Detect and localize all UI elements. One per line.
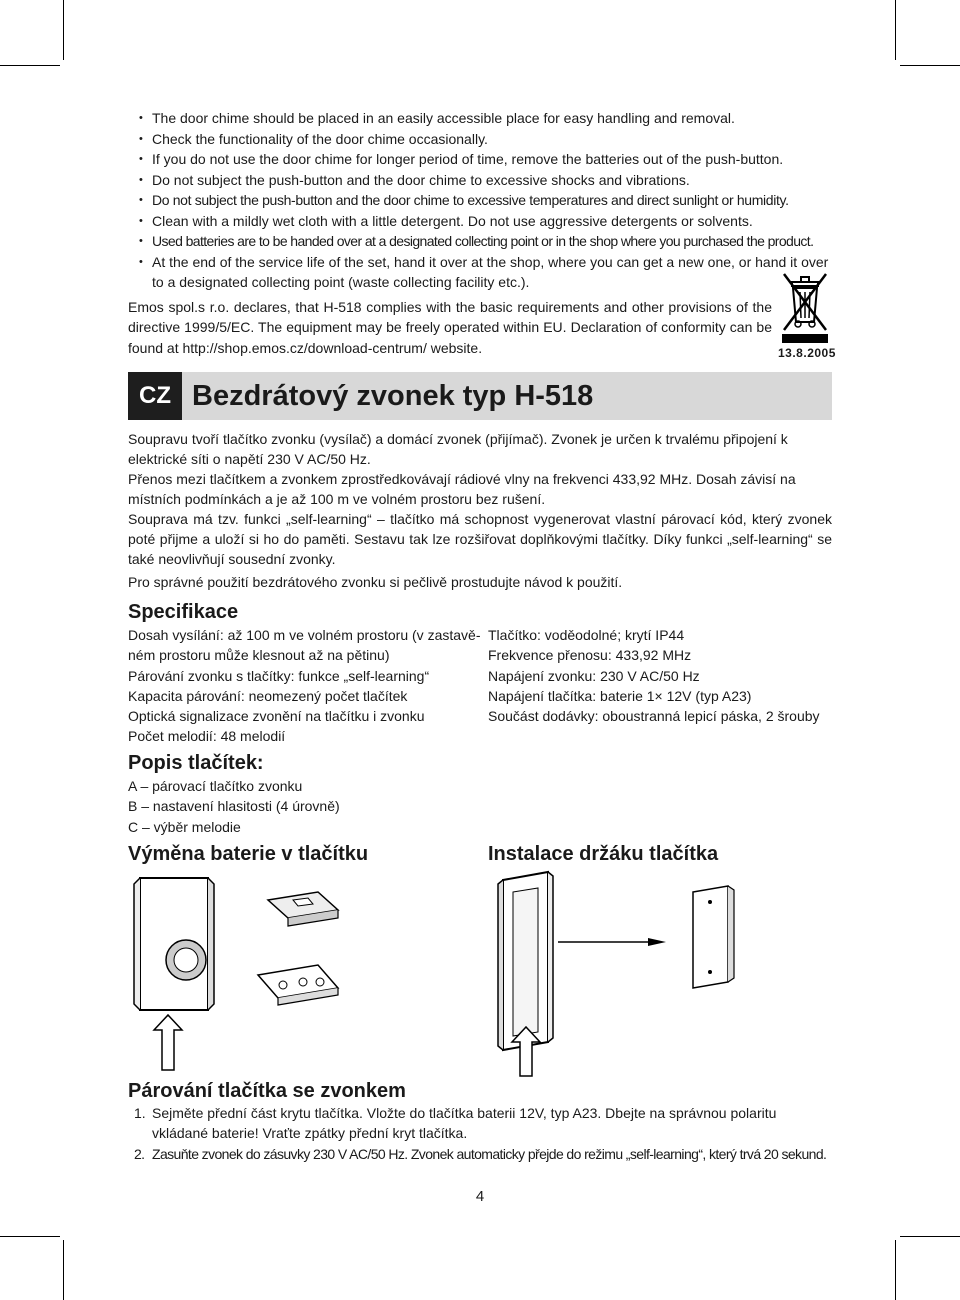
declaration-text: Emos spol.s r.o. declares, that H-518 complies with the basic requirements and other provisions of the directive 1999/5/EC. The equipment may be freely operated within EU. Declaration of conformity can be found at http://shop.emos.cz/download-centrum/ website. — [128, 298, 772, 356]
pairing-steps — [128, 1103, 832, 1164]
spec-line: Tlačítko: voděodolné; krytí IP44 — [488, 627, 685, 643]
section-title: Bezdrátový zvonek typ H-518 — [192, 380, 594, 412]
safety-bullet-list — [128, 108, 832, 293]
spec-line: Kapacita párování: neomezený počet tlačítek — [128, 687, 408, 704]
pairing-step — [128, 1144, 832, 1164]
bullet-item: • The door chime should be placed in an easily accessible place for easy handling and removal. — [128, 108, 832, 129]
crop-mark — [0, 1236, 60, 1237]
crop-mark — [900, 1236, 960, 1237]
cz-intro — [128, 429, 832, 592]
spec-line: Napájení tlačítka: baterie 1× 12V (typ A23) — [488, 687, 752, 704]
cz-section-header — [128, 372, 832, 420]
weee-symbol — [778, 270, 836, 366]
spec-line: Optická signalizace zvonění na tlačítku i zvonku — [128, 708, 425, 725]
battery-replacement-heading: Výměna baterie v tlačítku — [128, 843, 369, 865]
crop-mark — [895, 0, 896, 60]
spec-line: Dosah vysílání: až 100 m ve volném prostoru (v zastavě- — [128, 627, 481, 643]
spec-line: Párování zvonku s tlačítky: funkce „self-learning“ — [128, 667, 430, 684]
crop-mark — [0, 65, 60, 66]
button-description-item: C – výběr melodie — [128, 818, 241, 835]
pairing-step — [128, 1103, 832, 1144]
holder-drawing — [488, 862, 832, 1082]
step-number: 1. — [134, 1105, 146, 1121]
bullet-item: • Do not subject the push-button and the door chime to excessive temperatures and direct sunlight or humidity. — [128, 190, 832, 211]
page-number: 4 — [475, 1188, 485, 1205]
spec-line: Frekvence přenosu: 433,92 MHz — [488, 647, 692, 664]
holder-installation-heading: Instalace držáku tlačítka — [488, 843, 719, 865]
crop-mark — [63, 0, 64, 60]
bullet-item: • Used batteries are to be handed over at a designated collecting point or in the shop where you purchased the product. — [128, 231, 832, 252]
language-badge: CZ — [128, 372, 182, 420]
spec-line: Součást dodávky: oboustranná lepicí páska, 2 šrouby — [488, 708, 820, 725]
bullet-item: • If you do not use the door chime for longer period of time, remove the batteries out of the push-button. — [128, 149, 832, 170]
declaration-block — [128, 297, 836, 360]
crossed-bin-icon — [778, 270, 832, 344]
intro-paragraph: Souprava má tzv. funkci „self-learning“ – tlačítko má schopnost vygenerovat vlastní párovací kód, který zvonek poté přijme a uloží si ho do paměti. Sestavu tak lze rozšiřovat doplňkovými tlačítky. Díky funkci „self-learning“ se také neovlivňují sousední zvonky. — [128, 511, 832, 567]
crop-mark — [63, 1240, 64, 1300]
spec-line: Počet melodií: 48 melodií — [128, 728, 286, 745]
button-description-item: B – nastavení hlasitosti (4 úrovně) — [128, 798, 340, 815]
pairing-heading: Párování tlačítka se zvonkem — [128, 1080, 406, 1102]
battery-replacement-illustration — [128, 870, 468, 1080]
spec-line: Napájení zvonku: 230 V AC/50 Hz — [488, 667, 700, 684]
weee-date: 13.8.2005 — [778, 346, 836, 360]
english-instructions — [128, 108, 836, 360]
step-text: Zasuňte zvonek do zásuvky 230 V AC/50 Hz. Zvonek automaticky přejde do režimu „self-learning“, který trvá 20 sekund. — [152, 1145, 827, 1162]
bullet-item: • Do not subject the push-button and the door chime to excessive shocks and vibrations. — [128, 170, 832, 191]
holder-installation-illustration — [488, 862, 832, 1082]
intro-paragraph: Soupravu tvoří tlačítko zvonku (vysílač) a domácí zvonek (přijímač). Zvonek je určen k trvalému připojení k elektrické síti o napětí 230 V AC/50 Hz. — [128, 431, 788, 467]
button-description-item: A – párovací tlačítko zvonku — [128, 778, 303, 794]
bullet-item: • Clean with a mildly wet cloth with a little detergent. Do not use aggressive detergents or solvents. — [128, 211, 832, 232]
spec-heading: Specifikace — [128, 601, 239, 623]
intro-paragraph: Pro správné použití bezdrátového zvonku si pečlivě prostudujte návod k použití. — [128, 574, 623, 590]
spec-right-column — [488, 625, 833, 726]
crop-mark — [895, 1240, 896, 1300]
bullet-item: • Check the functionality of the door chime occasionally. — [128, 129, 832, 150]
push-button-drawing — [128, 870, 468, 1080]
intro-paragraph: Přenos mezi tlačítkem a zvonkem zprostředkovávají rádiové vlny na frekvenci 433,92 MHz. Dosah závisí na místních podmínkách a je až 100 m ve volném prostoru bez rušení. — [128, 471, 796, 507]
buttons-description-heading: Popis tlačítek: — [128, 752, 264, 774]
crop-mark — [900, 65, 960, 66]
step-number: 2. — [134, 1145, 145, 1162]
spec-line: ném prostoru může klesnout až na pětinu) — [128, 647, 390, 664]
buttons-description-list — [128, 776, 340, 837]
spec-left-column — [128, 625, 481, 747]
step-text: Sejměte přední část krytu tlačítka. Vložte do tlačítka baterii 12V, typ A23. Dbejte na správnou polaritu vkládané baterie! Vraťte zpátky přední kryt tlačítka. — [152, 1105, 777, 1142]
bullet-item: • At the end of the service life of the set, hand it over at the shop, where you can get a new one, or hand it over to a designated collecting point (waste collecting facility etc.). — [128, 252, 832, 293]
